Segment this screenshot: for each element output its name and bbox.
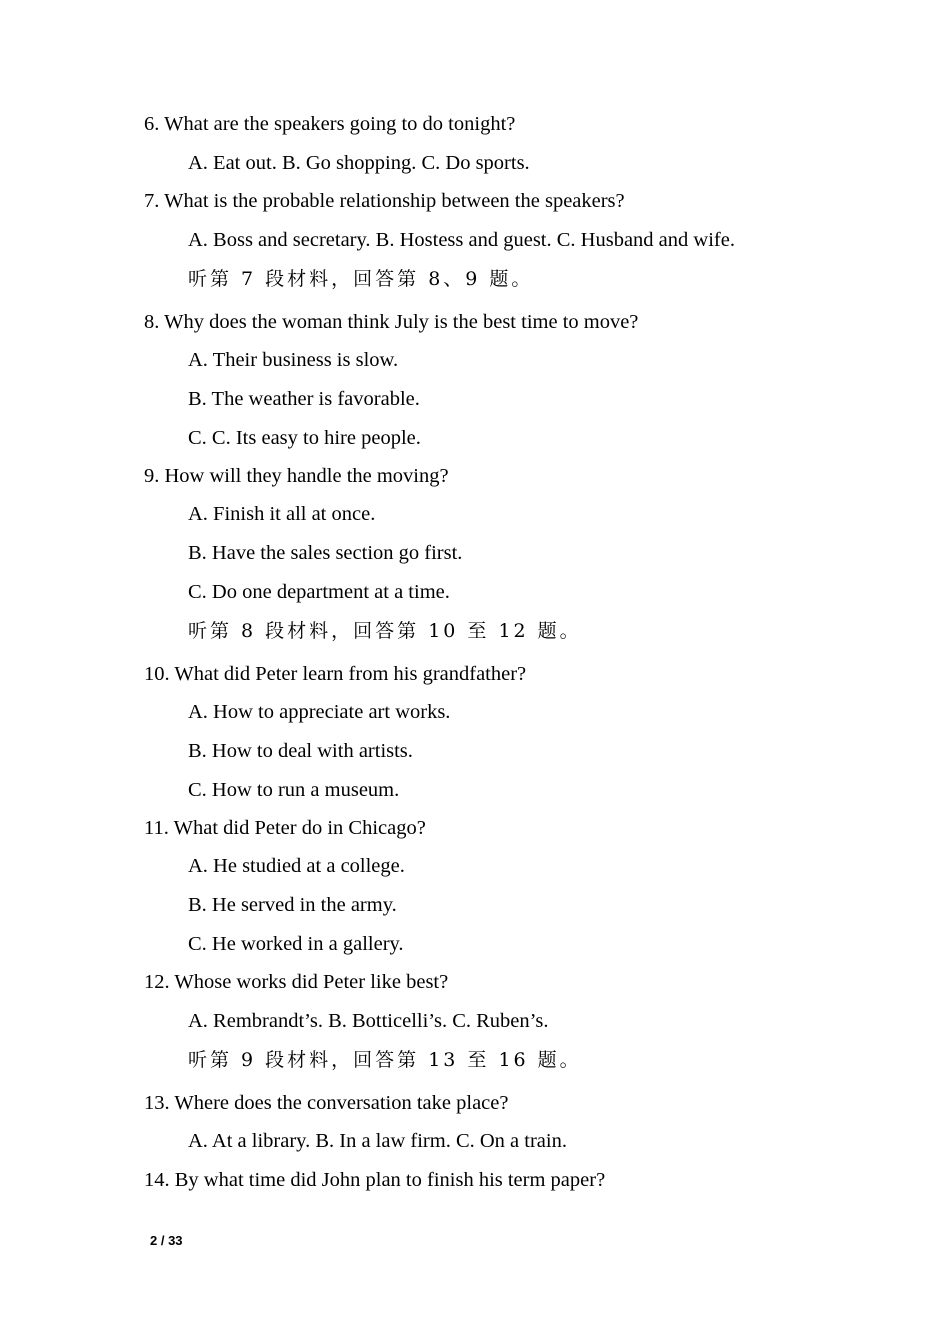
section-heading-7: 听第 7 段材料，回答第 8、9 题。: [188, 268, 534, 290]
question-11-option-a: A. He studied at a college.: [188, 855, 405, 877]
question-12-options: A. Rembrandt’s. B. Botticelli’s. C. Ruben’s.: [188, 1010, 549, 1032]
question-7: 7. What is the probable relationship between the speakers?: [144, 190, 625, 212]
question-10-option-b: B. How to deal with artists.: [188, 740, 413, 762]
question-12: 12. Whose works did Peter like best?: [144, 971, 449, 993]
question-10-option-c: C. How to run a museum.: [188, 779, 400, 801]
section-heading-8: 听第 8 段材料，回答第 10 至 12 题。: [188, 620, 582, 642]
question-7-options: A. Boss and secretary. B. Hostess and guest. C. Husband and wife.: [188, 229, 735, 251]
question-9: 9. How will they handle the moving?: [144, 465, 449, 487]
question-13: 13. Where does the conversation take place?: [144, 1092, 509, 1114]
question-11: 11. What did Peter do in Chicago?: [144, 817, 426, 839]
question-13-options: A. At a library. B. In a law firm. C. On a train.: [188, 1130, 567, 1152]
question-9-option-b: B. Have the sales section go first.: [188, 542, 463, 564]
section-heading-9: 听第 9 段材料，回答第 13 至 16 题。: [188, 1049, 582, 1071]
question-6: 6. What are the speakers going to do tonight?: [144, 113, 516, 135]
page-number: 2 / 33: [150, 1233, 183, 1248]
question-14: 14. By what time did John plan to finish his term paper?: [144, 1169, 606, 1191]
question-6-options: A. Eat out. B. Go shopping. C. Do sports.: [188, 152, 530, 174]
question-11-option-b: B. He served in the army.: [188, 894, 397, 916]
question-8-option-c: C. C. Its easy to hire people.: [188, 427, 421, 449]
question-11-option-c: C. He worked in a gallery.: [188, 933, 404, 955]
question-10: 10. What did Peter learn from his grandfather?: [144, 663, 527, 685]
question-8: 8. Why does the woman think July is the best time to move?: [144, 311, 639, 333]
question-10-option-a: A. How to appreciate art works.: [188, 701, 451, 723]
question-9-option-a: A. Finish it all at once.: [188, 503, 376, 525]
question-8-option-a: A. Their business is slow.: [188, 349, 399, 371]
question-8-option-b: B. The weather is favorable.: [188, 388, 420, 410]
question-9-option-c: C. Do one department at a time.: [188, 581, 450, 603]
